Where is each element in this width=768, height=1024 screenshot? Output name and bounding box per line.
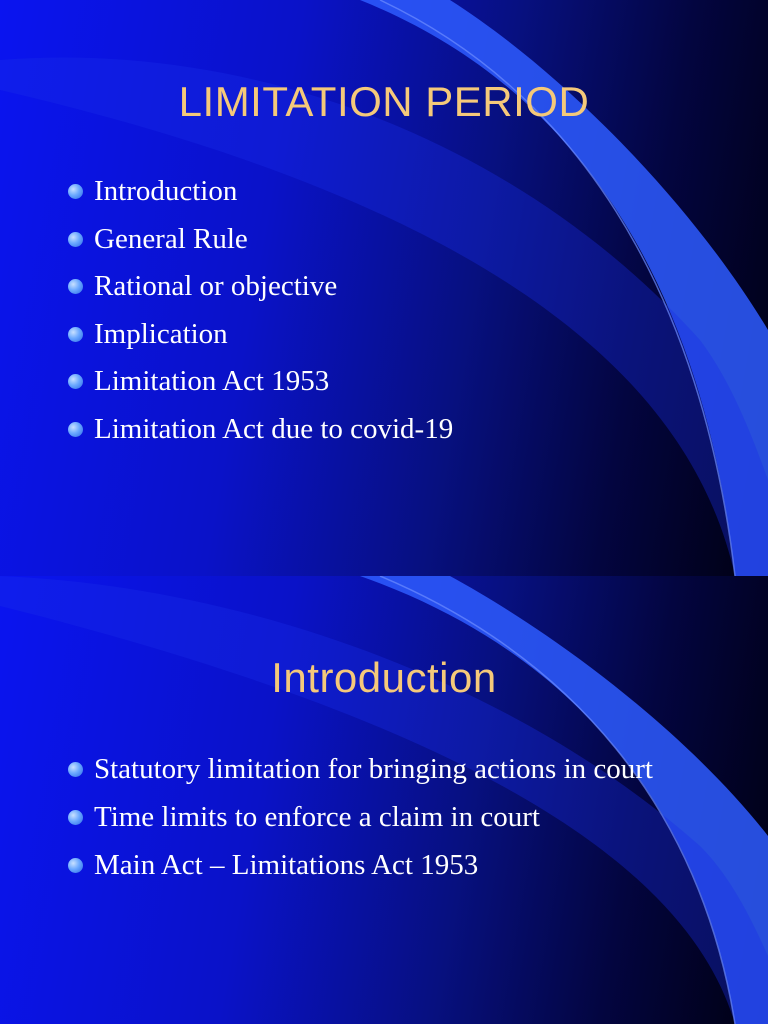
- list-item-text: Main Act – Limitations Act 1953: [94, 849, 479, 881]
- list-item-text: Time limits to enforce a claim in court: [94, 801, 540, 833]
- bullet-dot-icon: [68, 810, 83, 825]
- slide-introduction: [0, 576, 768, 1024]
- list-item-text: Introduction: [94, 175, 238, 207]
- list-item-text: Statutory limitation for bringing actions in court: [94, 753, 653, 785]
- bullet-list: [68, 172, 708, 457]
- list-item: [68, 220, 708, 258]
- list-item: [68, 172, 708, 210]
- list-item: [68, 410, 708, 448]
- list-item: [68, 362, 708, 400]
- list-item-text: Rational or objective: [94, 270, 338, 302]
- list-item: [68, 315, 708, 353]
- bullet-dot-icon: [68, 374, 83, 389]
- bullet-dot-icon: [68, 184, 83, 199]
- list-item-text: General Rule: [94, 222, 248, 255]
- list-item-text: Limitation Act due to covid-19: [94, 412, 454, 445]
- bullet-dot-icon: [68, 762, 83, 777]
- list-item-text: Limitation Act 1953: [94, 365, 330, 397]
- bullet-dot-icon: [68, 232, 83, 247]
- bullet-list: [68, 750, 704, 894]
- slide-title: Introduction: [271, 654, 497, 701]
- list-item: [68, 267, 708, 305]
- bullet-dot-icon: [68, 327, 83, 342]
- list-item-text: Implication: [94, 317, 228, 350]
- list-item: [68, 798, 704, 836]
- list-item: [68, 750, 704, 788]
- list-item: [68, 846, 704, 884]
- bullet-dot-icon: [68, 279, 83, 294]
- bullet-dot-icon: [68, 858, 83, 873]
- bullet-dot-icon: [68, 422, 83, 437]
- slide-title: LIMITATION PERIOD: [178, 78, 590, 125]
